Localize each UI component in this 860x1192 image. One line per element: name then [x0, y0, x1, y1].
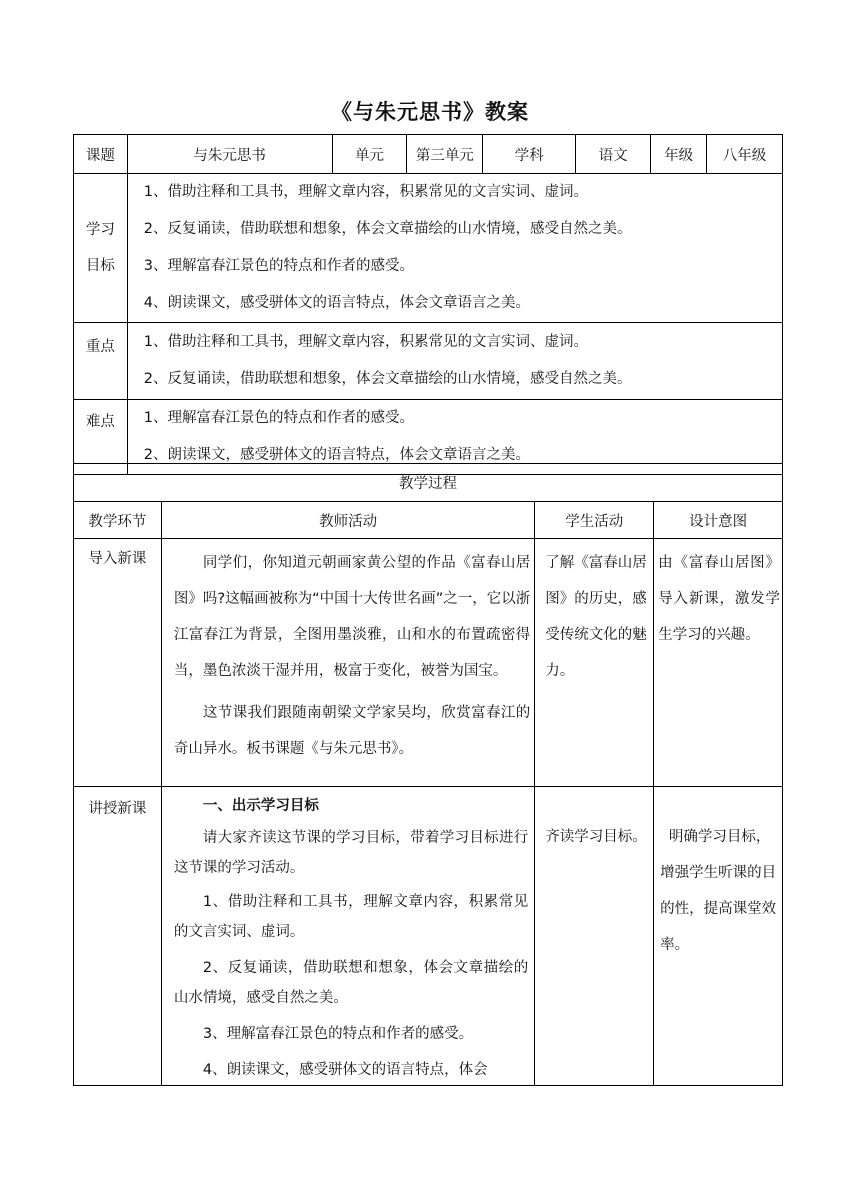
topic-value: 与朱元思书 — [127, 135, 332, 174]
document-title: 《与朱元思书》教案 — [331, 100, 529, 124]
objectives-label — [74, 174, 128, 323]
difficulty-item: 1、理解富春江景色的特点和作者的感受。 — [143, 410, 415, 426]
key-points-row — [74, 323, 783, 400]
unit-label: 单元 — [332, 135, 407, 174]
objective-item: 4、朗读课文，感受骈体文的语言特点，体会文章语言之美。 — [143, 295, 531, 311]
objective-item: 3、理解富春江景色的特点和作者的感受。 — [143, 258, 415, 274]
intro-paragraph: 同学们，你知道元朝画家黄公望的作品《富春山居图》吗?这幅画被称为“中国十大传世名画”之一，它以浙江富春江为背景，全图用墨淡雅，山和水的布置疏密得当，墨色浓淡干湿并用，极富于变化，被誉为国宝。 — [173, 555, 531, 679]
difficulty-item: 2、朗读课文，感受骈体文的语言特点，体会文章语言之美。 — [143, 447, 531, 463]
key-point-item: 1、借助注释和工具书，理解文章内容，积累常见的文言实词、虚词。 — [143, 334, 589, 350]
grade-value: 八年级 — [707, 135, 783, 174]
process-title-row — [74, 464, 783, 502]
process-title: 教学过程 — [74, 464, 783, 502]
teach-paragraph: 3、理解富春江景色的特点和作者的感受。 — [202, 1026, 474, 1042]
key-point-item: 2、反复诵读，借助联想和想象，体会文章描绘的山水情境，感受自然之美。 — [143, 371, 632, 387]
teach-row — [74, 787, 783, 1086]
objectives-row — [74, 174, 783, 323]
teach-design-intent: 明确学习目标，增强学生听课的目的性，提高课堂效率。 — [654, 787, 783, 1086]
teaching-process-table — [73, 463, 783, 1086]
objectives-label-line-1: 学习 — [85, 222, 115, 238]
key-points-content — [127, 323, 782, 400]
intro-stage: 导入新课 — [74, 539, 162, 787]
intro-row — [74, 539, 783, 787]
teach-teacher-activity — [161, 787, 534, 1086]
subject-label: 学科 — [483, 135, 576, 174]
header-row — [74, 135, 783, 174]
teach-paragraph: 2、反复诵读，借助联想和想象，体会文章描绘的山水情境，感受自然之美。 — [173, 960, 529, 1006]
section-heading: 一、出示学习目标 — [202, 798, 319, 814]
teach-paragraph: 1、借助注释和工具书，理解文章内容，积累常见的文言实词、虚词。 — [173, 894, 529, 940]
objective-item: 2、反复诵读，借助联想和想象，体会文章描绘的山水情境，感受自然之美。 — [143, 221, 632, 237]
student-activity-header: 学生活动 — [535, 502, 654, 539]
objectives-label-line-2: 目标 — [85, 258, 115, 274]
intro-teacher-activity — [161, 539, 534, 787]
teach-student-activity: 齐读学习目标。 — [535, 787, 654, 1086]
lesson-info-table — [73, 134, 783, 475]
process-header-row — [74, 502, 783, 539]
teacher-activity-header: 教师活动 — [161, 502, 534, 539]
unit-value: 第三单元 — [407, 135, 483, 174]
objective-item: 1、借助注释和工具书，理解文章内容，积累常见的文言实词、虚词。 — [143, 184, 589, 200]
teach-paragraph: 4、朗读课文，感受骈体文的语言特点，体会 — [202, 1062, 488, 1078]
teach-stage: 讲授新课 — [74, 787, 162, 1086]
objectives-content — [127, 174, 782, 323]
teach-paragraph: 请大家齐读这节课的学习目标，带着学习目标进行这节课的学习活动。 — [173, 830, 529, 876]
subject-value: 语文 — [576, 135, 651, 174]
key-points-label: 重点 — [74, 323, 128, 400]
difficulties-label: 难点 — [74, 400, 128, 475]
intro-design-intent: 由《富春山居图》导入新课，激发学生学习的兴趣。 — [654, 539, 783, 787]
stage-header: 教学环节 — [74, 502, 162, 539]
intro-paragraph: 这节课我们跟随南朝梁文学家吴均，欣赏富春江的奇山异水。板书课题《与朱元思书》。 — [173, 705, 531, 757]
intro-student-activity: 了解《富春山居图》的历史，感受传统文化的魅力。 — [535, 539, 654, 787]
topic-label: 课题 — [74, 135, 128, 174]
design-intent-header: 设计意图 — [654, 502, 783, 539]
grade-label: 年级 — [651, 135, 707, 174]
